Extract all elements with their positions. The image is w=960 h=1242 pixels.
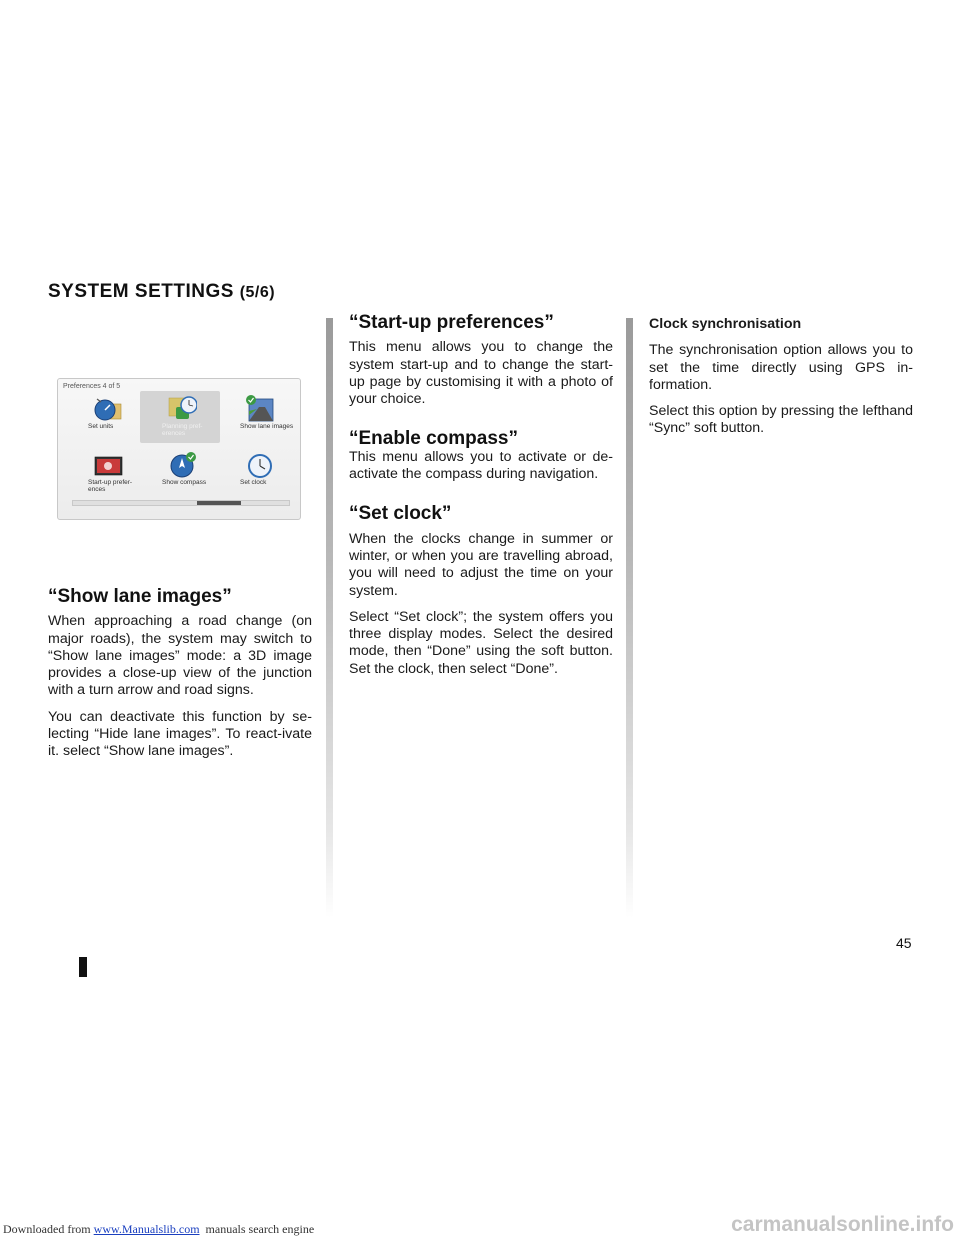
column-divider bbox=[326, 318, 333, 918]
heading-clock-synchronisation: Clock synchronisation bbox=[649, 316, 802, 332]
heading-enable-compass: “Enable compass” bbox=[349, 428, 518, 450]
tile-show-compass[interactable] bbox=[140, 447, 220, 499]
tile-label: Start-up prefer-ences bbox=[88, 479, 133, 493]
paragraph: This menu allows you to activate or de-activate the compass during navigation. bbox=[349, 448, 613, 483]
column-left bbox=[48, 588, 312, 770]
tile-label: Set units bbox=[88, 423, 114, 430]
clock-icon bbox=[245, 451, 275, 479]
footer-download-note bbox=[3, 1222, 314, 1237]
planning-icon bbox=[167, 395, 197, 423]
paragraph: Select “Set clock”; the system offers you three display modes. Select the desired mode, then “Done” using the soft button. Set the clock, then select “Done”. bbox=[349, 608, 613, 677]
tile-label: Show compass bbox=[162, 479, 207, 486]
page-title-part: (5/6) bbox=[239, 284, 276, 301]
heading-set-clock: “Set clock” bbox=[349, 503, 452, 525]
tile-label: Set clock bbox=[240, 479, 267, 486]
page-title bbox=[48, 281, 275, 303]
tile-label: Planning pref-erences bbox=[162, 423, 203, 437]
paragraph: This menu allows you to change the system start-up and to change the start-up page by customising it with a photo of your choice. bbox=[349, 339, 613, 408]
tile-show-lane-images[interactable] bbox=[218, 391, 298, 443]
startup-icon bbox=[93, 451, 123, 479]
screen-scrollbar[interactable] bbox=[72, 500, 290, 506]
compass-icon bbox=[167, 451, 197, 479]
column-middle bbox=[349, 314, 613, 687]
tile-set-units[interactable] bbox=[66, 391, 146, 443]
footer-suffix: manuals search engine bbox=[199, 1222, 315, 1236]
paragraph: When approaching a road change (on major roads), the system may switch to “Show lane images” mode: a 3D image provides a close-up view of the junction with a turn arrow and road signs. bbox=[48, 613, 312, 699]
screen-header: Preferences 4 of 5 bbox=[63, 383, 121, 390]
tile-planning-preferences[interactable] bbox=[140, 391, 220, 443]
page-title-text: SYSTEM SETTINGS bbox=[48, 281, 234, 302]
preferences-screen bbox=[57, 378, 301, 520]
edge-mark bbox=[79, 957, 87, 977]
column-right bbox=[649, 316, 913, 447]
paragraph: When the clocks change in summer or winter, or when you are travelling abroad, you will need to adjust the time on your system. bbox=[349, 530, 613, 599]
tile-startup-preferences[interactable] bbox=[66, 447, 146, 499]
heading-startup-preferences: “Start-up preferences” bbox=[349, 312, 554, 333]
footer-prefix: Downloaded from bbox=[3, 1222, 94, 1236]
heading-show-lane-images: “Show lane images” bbox=[48, 586, 232, 607]
tile-label: Show lane images bbox=[240, 423, 294, 430]
tile-set-clock[interactable] bbox=[218, 447, 298, 499]
watermark: carmanualsonline.info bbox=[731, 1213, 954, 1236]
paragraph: You can deactivate this function by se-lecting “Hide lane images”. To react-ivate it. select “Show lane images”. bbox=[48, 708, 312, 760]
units-icon bbox=[93, 395, 123, 423]
lane-images-icon bbox=[245, 395, 275, 423]
page-number: 45 bbox=[896, 935, 912, 951]
paragraph: Select this option by pressing the lefthand “Sync” soft button. bbox=[649, 403, 913, 437]
scrollbar-thumb[interactable] bbox=[197, 501, 241, 505]
paragraph: The synchronisation option allows you to set the time directly using GPS in-formation. bbox=[649, 342, 913, 393]
manualslib-link[interactable]: www.Manualslib.com bbox=[93, 1222, 200, 1236]
column-divider bbox=[626, 318, 633, 918]
